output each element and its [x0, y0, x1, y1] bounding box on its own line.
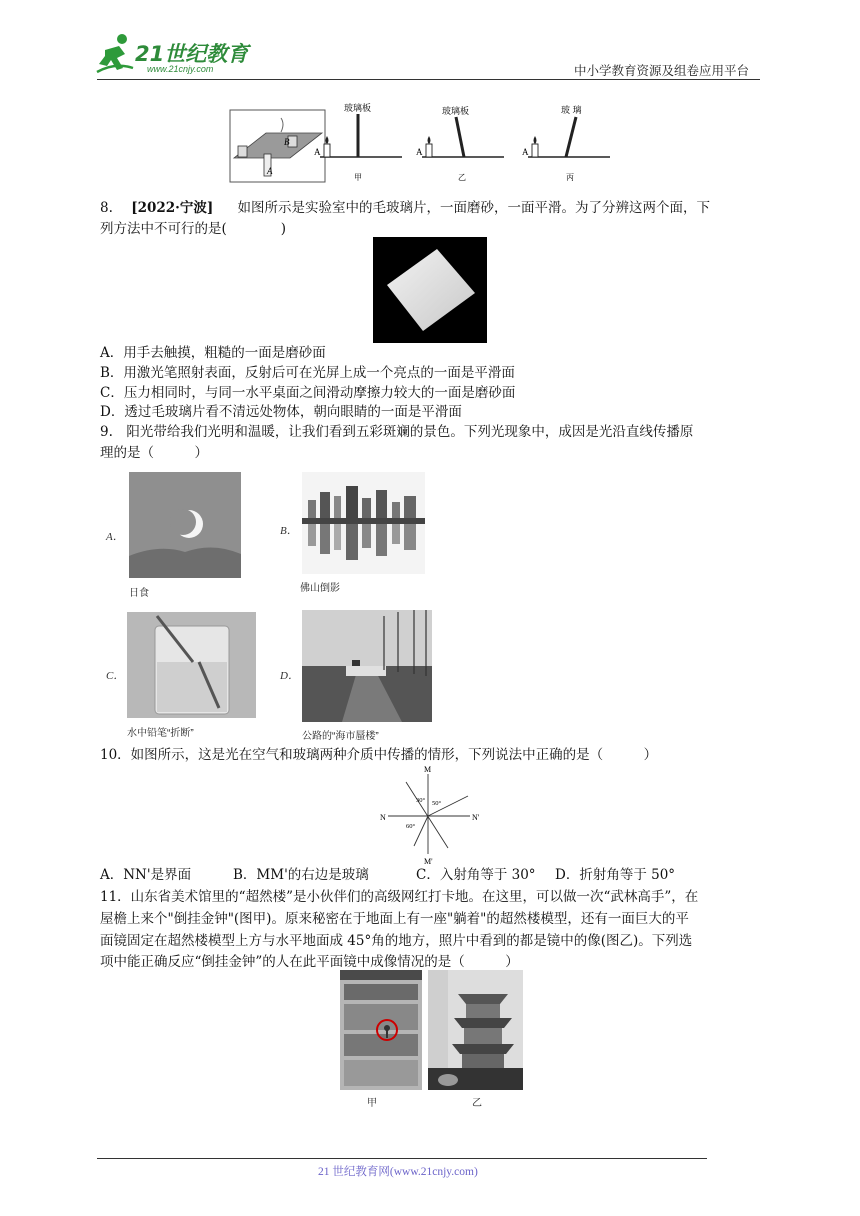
- footer-text: 21 世纪教育网(www.21cnjy.com): [318, 1166, 478, 1178]
- footer-rule: [97, 1158, 707, 1159]
- label-N-prime: N': [472, 813, 480, 822]
- q11-text-2: 屋檐上来个"倒挂金钟"(图甲)。原来秘密在于地面上有一座"躺着"的超然楼模型，还有一面巨大的平: [100, 911, 689, 927]
- q9-caption-b: 佛山倒影: [300, 583, 340, 594]
- q8-line1: [100, 198, 710, 219]
- label-glass-yi: 玻璃板: [442, 106, 470, 116]
- header-platform-text: 中小学教育资源及组卷应用平台: [574, 63, 750, 78]
- q8-text-2: 列方法中不可行的是( ): [100, 221, 287, 237]
- q9-text-1: 9. 阳光带给我们光明和温暖，让我们看到五彩斑斓的景色。下列光现象中，成因是光沿直线传播原: [100, 424, 694, 440]
- q11-text-4: 项中能正确反应“倒挂金钟”的人在此平面镜中成像情况的是（ ）: [100, 954, 519, 970]
- q9-label-b: B．: [280, 525, 298, 537]
- mirror-experiment-figure: [228, 100, 618, 186]
- label-M: M: [424, 765, 432, 774]
- label-M-prime: M': [424, 857, 433, 866]
- q11-caption-jia: 甲: [367, 1098, 377, 1109]
- q8-option-d: D．透过毛玻璃片看不清远处物体，朝向眼睛的一面是平滑面: [100, 404, 462, 420]
- pencil-in-water-image: [127, 612, 256, 718]
- foshan-reflection-photo: [302, 472, 425, 574]
- foshan-reflection-image: [302, 472, 425, 574]
- refraction-diagram: [376, 762, 486, 866]
- label-A-box: A: [267, 166, 273, 176]
- label-angle-50: 50°: [432, 800, 442, 807]
- eclipse-photo: [129, 472, 241, 578]
- eclipse-image: [129, 472, 241, 578]
- caption-jia: 甲: [354, 173, 362, 182]
- label-A-yi: A: [416, 147, 423, 157]
- q11-text-3: 面镜固定在超然楼模型上方与水平地面成 45°角的地方，照片中看到的都是镜中的像(图乙)。下列选: [100, 933, 693, 949]
- q8-text-1: 如图所示是实验室中的毛玻璃片，一面磨砂，一面平滑。为了分辨这两个面，下: [237, 200, 711, 216]
- q9-caption-c: 水中铅笔“折断”: [127, 728, 194, 739]
- chaoran-tower-photo-jia: [340, 970, 422, 1090]
- q9-text-2: 理的是（ ）: [100, 445, 208, 461]
- q11-text-1: 11．山东省美术馆里的“超然楼”是小伙伴们的高级网红打卡地。在这里，可以做一次“武林高手”，在: [100, 889, 699, 905]
- label-glass-bing: 玻 璃: [561, 105, 582, 115]
- q9-label-a: A．: [106, 531, 124, 543]
- figure-mirror-experiment: [228, 100, 618, 186]
- q8-number: 8.: [100, 200, 113, 216]
- caption-yi: 乙: [458, 173, 466, 182]
- refraction-diagram-figure: [376, 762, 486, 866]
- frosted-glass-photo: [373, 237, 487, 343]
- chaoran-tower-photo-yi: [428, 970, 523, 1090]
- q9-caption-a: 日食: [129, 588, 149, 599]
- frosted-glass-image: [373, 237, 487, 343]
- header-rule: [97, 79, 760, 80]
- label-angle-60: 60°: [406, 823, 416, 830]
- label-A-jia: A: [314, 147, 321, 157]
- q8-source: [2022·宁波]: [131, 200, 214, 216]
- q8-option-c: C．压力相同时，与同一水平桌面之间滑动摩擦力较大的一面是磨砂面: [100, 385, 516, 401]
- road-mirage-image: [302, 610, 432, 722]
- q9-caption-d: 公路的“海市蜃楼”: [302, 731, 379, 742]
- q10-option-c: C．入射角等于 30°: [416, 867, 536, 883]
- q8-option-a: A．用手去触摸，粗糙的一面是磨砂面: [100, 345, 326, 361]
- q10-option-d: D．折射角等于 50°: [555, 867, 676, 883]
- label-glass-jia: 玻璃板: [344, 103, 372, 113]
- q9-label-c: C．: [106, 670, 125, 682]
- pencil-in-water-photo: [127, 612, 256, 718]
- q10-text-1: 10．如图所示，这是光在空气和玻璃两种介质中传播的情形，下列说法中正确的是（ ）: [100, 747, 658, 763]
- q10-option-a: A．NN'是界面: [100, 867, 192, 883]
- road-mirage-photo: [302, 610, 432, 722]
- label-N: N: [380, 813, 386, 822]
- tower-photo-yi-image: [428, 970, 523, 1090]
- caption-bing: 丙: [566, 173, 574, 182]
- label-A-bing: A: [522, 147, 529, 157]
- q10-option-b: B．MM'的右边是玻璃: [233, 867, 369, 883]
- logo: [95, 32, 255, 78]
- q9-label-d: D．: [280, 670, 299, 682]
- logo-text: 21世纪教育: [135, 42, 249, 66]
- tower-photo-jia-image: [340, 970, 422, 1090]
- label-angle-30: 30°: [416, 797, 426, 804]
- q8-option-b: B．用激光笔照射表面，反射后可在光屏上成一个亮点的一面是平滑面: [100, 365, 515, 381]
- label-B: B: [284, 137, 290, 147]
- runner-logo-icon: [95, 32, 135, 76]
- logo-url: www.21cnjy.com: [147, 64, 214, 74]
- q11-caption-yi: 乙: [472, 1098, 482, 1109]
